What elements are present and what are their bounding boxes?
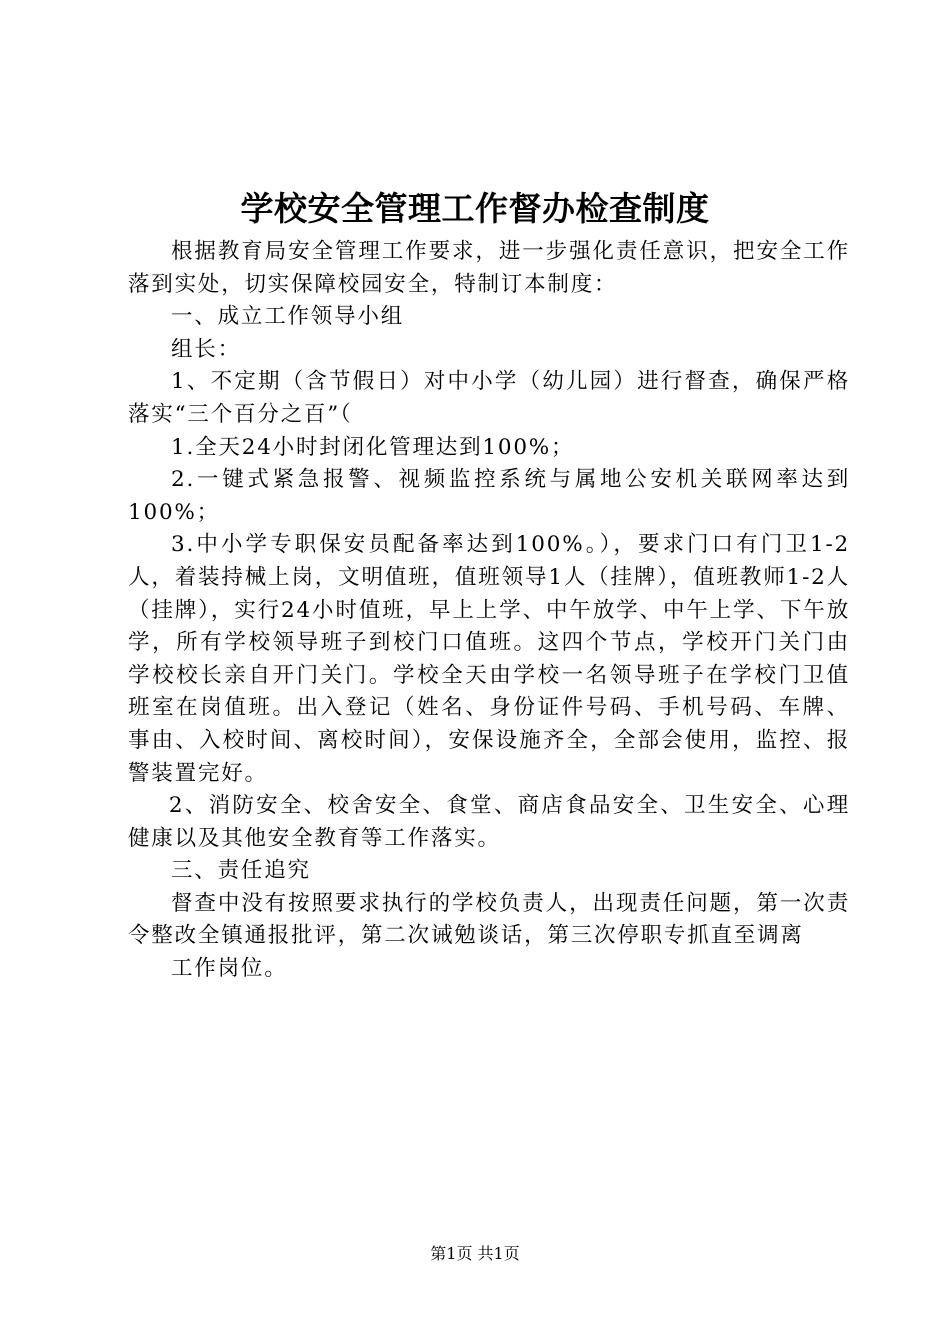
paragraph-subitem-1: 1.全天24小时封闭化管理达到100%；	[171, 434, 575, 460]
paragraph-accountability-end: 工作岗位。	[171, 956, 288, 982]
paragraph-intro: 根据教育局安全管理工作要求，进一步强化责任意识，把安全工作落到实处，切实保障校园安全，特制订本制度：	[128, 239, 850, 297]
paragraph-subitem-2: 2.一键式紧急报警、视频监控系统与属地公安机关联网率达到100%；	[128, 467, 850, 525]
paragraph-item-1: 1、不定期（含节假日）对中小学（幼儿园）进行督查，确保严格落实“三个百分之百”（	[128, 369, 850, 427]
document-title: 学校安全管理工作督办检查制度	[240, 189, 710, 228]
paragraph-accountability: 督查中没有按照要求执行的学校负责人，出现责任问题，第一次责令整改全镇通报批评，第二次诫勉谈话，第三次停职专抓直至调离	[128, 890, 850, 949]
page-number-footer: 第1页 共1页	[430, 1244, 520, 1263]
paragraph-item-2: 2、消防安全、校舍安全、食堂、商店食品安全、卫生安全、心理健康以及其他安全教育等工作落实。	[128, 793, 850, 851]
paragraph-group-leader: 组长：	[171, 336, 241, 362]
paragraph-subitem-3: 3.中小学专职保安员配备率达到100%。），要求门口有门卫1-2人，着装持械上岗，文明值班，值班领导1人（挂牌），值班教师1-2人（挂牌），实行24小时值班，早上上学、中午放学、中午上学、下午放学，所有学校领导班子到校门口值班。这四个节点，学校开门关门由学校校长亲自开门关门。学校全天由学校一名领导班子在学校门卫值班室在岗值班。出入登记（姓名、身份证件号码、手机号码、车牌、事由、入校时间、离校时间），安保设施齐全，全部会使用，监控、报警装置完好。	[128, 532, 850, 786]
paragraph-section-3-heading: 三、责任追究	[171, 858, 311, 884]
paragraph-section-1-heading: 一、成立工作领导小组	[171, 304, 405, 330]
document-body	[128, 236, 850, 986]
